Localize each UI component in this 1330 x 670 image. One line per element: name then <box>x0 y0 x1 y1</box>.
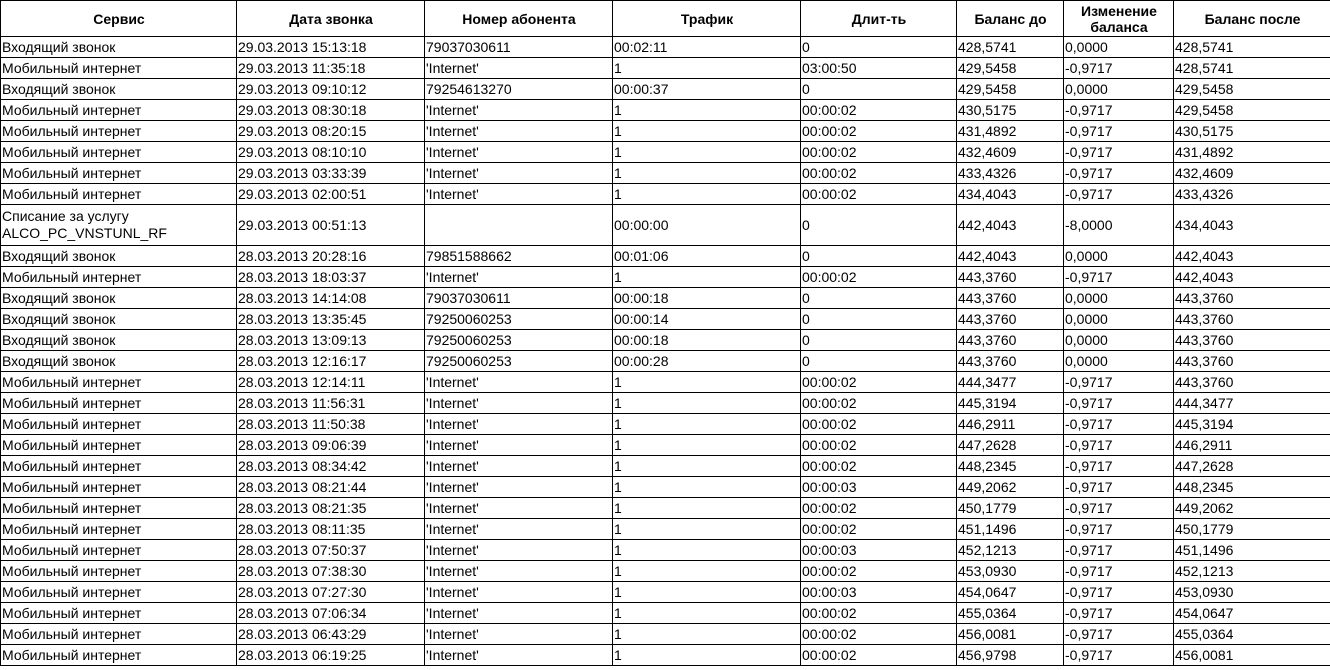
cell-subscriber-number: 'Internet' <box>425 267 613 288</box>
cell-duration: 00:00:02 <box>801 100 957 121</box>
table-row <box>1 351 1330 372</box>
cell-duration: 00:00:02 <box>801 561 957 582</box>
cell-balance-change: -0,9717 <box>1064 624 1174 645</box>
cell-call-date: 29.03.2013 08:10:10 <box>237 142 425 163</box>
cell-traffic: 00:00:18 <box>613 288 801 309</box>
cell-balance-change: -0,9717 <box>1064 645 1174 666</box>
cell-subscriber-number: 79250060253 <box>425 330 613 351</box>
table-row <box>1 163 1330 184</box>
cell-balance-before: 455,0364 <box>957 603 1064 624</box>
cell-duration: 00:00:02 <box>801 624 957 645</box>
table-row <box>1 582 1330 603</box>
cell-balance-after: 428,5741 <box>1174 37 1330 58</box>
table-row <box>1 393 1330 414</box>
cell-call-date: 28.03.2013 07:38:30 <box>237 561 425 582</box>
cell-balance-before: 443,3760 <box>957 330 1064 351</box>
cell-service: Мобильный интернет <box>1 603 237 624</box>
cell-traffic: 00:02:11 <box>613 37 801 58</box>
cell-call-date: 28.03.2013 09:06:39 <box>237 435 425 456</box>
cell-balance-after: 443,3760 <box>1174 309 1330 330</box>
cell-balance-before: 444,3477 <box>957 372 1064 393</box>
cell-balance-before: 433,4326 <box>957 163 1064 184</box>
cell-balance-change: -0,9717 <box>1064 184 1174 205</box>
cell-service: Мобильный интернет <box>1 58 237 79</box>
cell-call-date: 29.03.2013 11:35:18 <box>237 58 425 79</box>
cell-subscriber-number: 'Internet' <box>425 645 613 666</box>
cell-balance-change: -0,9717 <box>1064 267 1174 288</box>
cell-subscriber-number: 79037030611 <box>425 288 613 309</box>
table-row <box>1 205 1330 246</box>
cell-balance-change: -0,9717 <box>1064 561 1174 582</box>
column-header-duration: Длит-ть <box>801 1 957 37</box>
cell-traffic: 1 <box>613 540 801 561</box>
cell-balance-after: 443,3760 <box>1174 372 1330 393</box>
cell-balance-after: 451,1496 <box>1174 540 1330 561</box>
table-row <box>1 100 1330 121</box>
cell-call-date: 29.03.2013 09:10:12 <box>237 79 425 100</box>
cell-balance-after: 429,5458 <box>1174 100 1330 121</box>
table-row <box>1 184 1330 205</box>
cell-subscriber-number: 'Internet' <box>425 519 613 540</box>
cell-subscriber-number: 79037030611 <box>425 37 613 58</box>
cell-balance-before: 453,0930 <box>957 561 1064 582</box>
cell-traffic: 1 <box>613 184 801 205</box>
cell-subscriber-number: 79250060253 <box>425 351 613 372</box>
cell-call-date: 28.03.2013 07:50:37 <box>237 540 425 561</box>
cell-balance-before: 452,1213 <box>957 540 1064 561</box>
cell-balance-after: 433,4326 <box>1174 184 1330 205</box>
cell-service: Мобильный интернет <box>1 372 237 393</box>
cell-call-date: 28.03.2013 11:56:31 <box>237 393 425 414</box>
cell-service: Списание за услугу ALCO_PC_VNSTUNL_RF <box>1 205 237 246</box>
cell-balance-after: 455,0364 <box>1174 624 1330 645</box>
cell-traffic: 1 <box>613 603 801 624</box>
cell-traffic: 1 <box>613 519 801 540</box>
cell-duration: 0 <box>801 330 957 351</box>
cell-subscriber-number: 'Internet' <box>425 100 613 121</box>
cell-balance-after: 454,0647 <box>1174 603 1330 624</box>
cell-balance-change: 0,0000 <box>1064 246 1174 267</box>
cell-duration: 00:00:02 <box>801 414 957 435</box>
cell-subscriber-number: 'Internet' <box>425 624 613 645</box>
cell-duration: 00:00:02 <box>801 121 957 142</box>
cell-balance-after: 450,1779 <box>1174 519 1330 540</box>
cell-traffic: 00:00:14 <box>613 309 801 330</box>
cell-service: Входящий звонок <box>1 79 237 100</box>
cell-service: Мобильный интернет <box>1 163 237 184</box>
cell-subscriber-number: 'Internet' <box>425 393 613 414</box>
cell-service: Мобильный интернет <box>1 393 237 414</box>
cell-balance-change: -0,9717 <box>1064 393 1174 414</box>
cell-balance-change: -0,9717 <box>1064 372 1174 393</box>
cell-balance-change: -8,0000 <box>1064 205 1174 246</box>
cell-duration: 0 <box>801 37 957 58</box>
cell-traffic: 00:00:00 <box>613 205 801 246</box>
cell-service: Мобильный интернет <box>1 477 237 498</box>
cell-traffic: 1 <box>613 58 801 79</box>
cell-balance-before: 429,5458 <box>957 79 1064 100</box>
cell-duration: 00:00:02 <box>801 372 957 393</box>
table-row <box>1 498 1330 519</box>
cell-balance-after: 442,4043 <box>1174 267 1330 288</box>
cell-balance-after: 443,3760 <box>1174 288 1330 309</box>
column-header-subscriber-number: Номер абонента <box>425 1 613 37</box>
cell-traffic: 1 <box>613 645 801 666</box>
cell-service: Мобильный интернет <box>1 267 237 288</box>
cell-traffic: 1 <box>613 624 801 645</box>
cell-balance-before: 442,4043 <box>957 246 1064 267</box>
cell-balance-after: 429,5458 <box>1174 79 1330 100</box>
cell-duration: 00:00:03 <box>801 540 957 561</box>
table-row <box>1 309 1330 330</box>
cell-call-date: 28.03.2013 08:21:35 <box>237 498 425 519</box>
table-row <box>1 645 1330 666</box>
table-row <box>1 519 1330 540</box>
table-row <box>1 288 1330 309</box>
cell-balance-change: 0,0000 <box>1064 309 1174 330</box>
table-row <box>1 372 1330 393</box>
cell-subscriber-number: 'Internet' <box>425 142 613 163</box>
cell-subscriber-number: 'Internet' <box>425 540 613 561</box>
cell-call-date: 29.03.2013 03:33:39 <box>237 163 425 184</box>
cell-balance-before: 442,4043 <box>957 205 1064 246</box>
cell-balance-after: 434,4043 <box>1174 205 1330 246</box>
cell-service: Мобильный интернет <box>1 100 237 121</box>
cell-balance-change: -0,9717 <box>1064 142 1174 163</box>
cell-call-date: 28.03.2013 18:03:37 <box>237 267 425 288</box>
cell-balance-change: -0,9717 <box>1064 498 1174 519</box>
cell-service: Входящий звонок <box>1 37 237 58</box>
cell-balance-change: 0,0000 <box>1064 288 1174 309</box>
cell-service: Мобильный интернет <box>1 624 237 645</box>
cell-service: Мобильный интернет <box>1 498 237 519</box>
cell-balance-change: -0,9717 <box>1064 58 1174 79</box>
cell-service: Мобильный интернет <box>1 121 237 142</box>
cell-call-date: 29.03.2013 08:20:15 <box>237 121 425 142</box>
cell-subscriber-number: 'Internet' <box>425 414 613 435</box>
table-row <box>1 603 1330 624</box>
cell-duration: 00:00:02 <box>801 456 957 477</box>
table-row <box>1 58 1330 79</box>
cell-subscriber-number <box>425 205 613 246</box>
cell-traffic: 1 <box>613 414 801 435</box>
cell-duration: 0 <box>801 288 957 309</box>
cell-balance-change: -0,9717 <box>1064 540 1174 561</box>
cell-balance-after: 432,4609 <box>1174 163 1330 184</box>
cell-balance-after: 443,3760 <box>1174 351 1330 372</box>
cell-balance-change: -0,9717 <box>1064 477 1174 498</box>
cell-balance-after: 447,2628 <box>1174 456 1330 477</box>
cell-subscriber-number: 'Internet' <box>425 477 613 498</box>
cell-traffic: 1 <box>613 121 801 142</box>
cell-call-date: 29.03.2013 02:00:51 <box>237 184 425 205</box>
cell-balance-before: 430,5175 <box>957 100 1064 121</box>
cell-balance-before: 450,1779 <box>957 498 1064 519</box>
cell-balance-before: 446,2911 <box>957 414 1064 435</box>
cell-traffic: 00:00:28 <box>613 351 801 372</box>
cell-traffic: 00:00:37 <box>613 79 801 100</box>
cell-traffic: 00:00:18 <box>613 330 801 351</box>
cell-balance-change: -0,9717 <box>1064 456 1174 477</box>
cell-call-date: 28.03.2013 08:34:42 <box>237 456 425 477</box>
cell-balance-change: -0,9717 <box>1064 100 1174 121</box>
cell-balance-after: 444,3477 <box>1174 393 1330 414</box>
table-row <box>1 267 1330 288</box>
cell-subscriber-number: 'Internet' <box>425 163 613 184</box>
cell-service: Мобильный интернет <box>1 540 237 561</box>
table-row <box>1 121 1330 142</box>
cell-call-date: 29.03.2013 00:51:13 <box>237 205 425 246</box>
cell-balance-change: -0,9717 <box>1064 582 1174 603</box>
cell-service: Мобильный интернет <box>1 142 237 163</box>
table-row <box>1 79 1330 100</box>
cell-balance-change: -0,9717 <box>1064 414 1174 435</box>
cell-call-date: 28.03.2013 20:28:16 <box>237 246 425 267</box>
cell-balance-change: 0,0000 <box>1064 351 1174 372</box>
cell-service: Входящий звонок <box>1 351 237 372</box>
cell-call-date: 28.03.2013 13:35:45 <box>237 309 425 330</box>
cell-balance-after: 445,3194 <box>1174 414 1330 435</box>
cell-service: Мобильный интернет <box>1 456 237 477</box>
cell-service: Мобильный интернет <box>1 561 237 582</box>
cell-duration: 00:00:02 <box>801 142 957 163</box>
column-header-balance-before: Баланс до <box>957 1 1064 37</box>
column-header-service: Сервис <box>1 1 237 37</box>
cell-duration: 00:00:02 <box>801 498 957 519</box>
cell-balance-after: 449,2062 <box>1174 498 1330 519</box>
cell-balance-before: 443,3760 <box>957 288 1064 309</box>
cell-service: Входящий звонок <box>1 309 237 330</box>
cell-service: Мобильный интернет <box>1 645 237 666</box>
table-row <box>1 477 1330 498</box>
cell-balance-after: 428,5741 <box>1174 58 1330 79</box>
cell-traffic: 00:01:06 <box>613 246 801 267</box>
cell-balance-before: 449,2062 <box>957 477 1064 498</box>
cell-call-date: 28.03.2013 07:06:34 <box>237 603 425 624</box>
cell-duration: 0 <box>801 309 957 330</box>
table-row <box>1 456 1330 477</box>
table-row <box>1 624 1330 645</box>
cell-balance-after: 453,0930 <box>1174 582 1330 603</box>
cell-duration: 0 <box>801 246 957 267</box>
table-row <box>1 37 1330 58</box>
cell-duration: 00:00:02 <box>801 645 957 666</box>
cell-traffic: 1 <box>613 393 801 414</box>
cell-balance-before: 451,1496 <box>957 519 1064 540</box>
cell-call-date: 28.03.2013 12:14:11 <box>237 372 425 393</box>
cell-traffic: 1 <box>613 372 801 393</box>
cell-traffic: 1 <box>613 435 801 456</box>
cell-balance-before: 443,3760 <box>957 351 1064 372</box>
cell-subscriber-number: 79254613270 <box>425 79 613 100</box>
cell-duration: 00:00:02 <box>801 184 957 205</box>
cell-call-date: 28.03.2013 14:14:08 <box>237 288 425 309</box>
cell-call-date: 28.03.2013 08:21:44 <box>237 477 425 498</box>
cell-balance-before: 434,4043 <box>957 184 1064 205</box>
cell-traffic: 1 <box>613 100 801 121</box>
cell-duration: 0 <box>801 205 957 246</box>
cell-service: Мобильный интернет <box>1 435 237 456</box>
cell-subscriber-number: 79250060253 <box>425 309 613 330</box>
cell-service: Мобильный интернет <box>1 414 237 435</box>
table-row <box>1 330 1330 351</box>
cell-subscriber-number: 79851588662 <box>425 246 613 267</box>
cell-balance-change: 0,0000 <box>1064 79 1174 100</box>
table-body <box>1 37 1330 666</box>
cell-balance-change: -0,9717 <box>1064 435 1174 456</box>
cell-duration: 00:00:02 <box>801 163 957 184</box>
cell-call-date: 28.03.2013 06:43:29 <box>237 624 425 645</box>
cell-traffic: 1 <box>613 163 801 184</box>
cell-call-date: 28.03.2013 06:19:25 <box>237 645 425 666</box>
cell-balance-before: 443,3760 <box>957 309 1064 330</box>
cell-balance-after: 430,5175 <box>1174 121 1330 142</box>
cell-service: Входящий звонок <box>1 288 237 309</box>
cell-balance-before: 429,5458 <box>957 58 1064 79</box>
cell-balance-before: 456,0081 <box>957 624 1064 645</box>
cell-balance-before: 443,3760 <box>957 267 1064 288</box>
table-header-row <box>1 1 1330 37</box>
table-row <box>1 561 1330 582</box>
column-header-balance-after: Баланс после <box>1174 1 1330 37</box>
cell-call-date: 28.03.2013 07:27:30 <box>237 582 425 603</box>
cell-service: Мобильный интернет <box>1 582 237 603</box>
cell-balance-change: -0,9717 <box>1064 603 1174 624</box>
cell-balance-after: 456,0081 <box>1174 645 1330 666</box>
table-row <box>1 435 1330 456</box>
cell-balance-before: 456,9798 <box>957 645 1064 666</box>
cell-traffic: 1 <box>613 142 801 163</box>
cell-subscriber-number: 'Internet' <box>425 498 613 519</box>
cell-traffic: 1 <box>613 561 801 582</box>
cell-subscriber-number: 'Internet' <box>425 184 613 205</box>
column-header-traffic: Трафик <box>613 1 801 37</box>
cell-duration: 00:00:02 <box>801 267 957 288</box>
cell-subscriber-number: 'Internet' <box>425 58 613 79</box>
table-row <box>1 142 1330 163</box>
cell-duration: 00:00:02 <box>801 519 957 540</box>
cell-balance-after: 443,3760 <box>1174 330 1330 351</box>
cell-duration: 0 <box>801 79 957 100</box>
cell-service: Входящий звонок <box>1 246 237 267</box>
cell-subscriber-number: 'Internet' <box>425 561 613 582</box>
cell-balance-change: 0,0000 <box>1064 330 1174 351</box>
cell-traffic: 1 <box>613 477 801 498</box>
cell-balance-after: 448,2345 <box>1174 477 1330 498</box>
cell-duration: 00:00:02 <box>801 435 957 456</box>
cell-traffic: 1 <box>613 456 801 477</box>
cell-balance-after: 452,1213 <box>1174 561 1330 582</box>
cell-duration: 00:00:03 <box>801 582 957 603</box>
cell-call-date: 28.03.2013 12:16:17 <box>237 351 425 372</box>
cell-service: Мобильный интернет <box>1 184 237 205</box>
cell-balance-before: 454,0647 <box>957 582 1064 603</box>
cell-balance-before: 448,2345 <box>957 456 1064 477</box>
cell-balance-after: 442,4043 <box>1174 246 1330 267</box>
cell-balance-before: 432,4609 <box>957 142 1064 163</box>
table-row <box>1 246 1330 267</box>
cell-duration: 00:00:02 <box>801 393 957 414</box>
cell-balance-change: -0,9717 <box>1064 121 1174 142</box>
cell-balance-before: 447,2628 <box>957 435 1064 456</box>
cell-call-date: 28.03.2013 13:09:13 <box>237 330 425 351</box>
cell-subscriber-number: 'Internet' <box>425 456 613 477</box>
table-row <box>1 540 1330 561</box>
column-header-balance-change: Изменение баланса <box>1064 1 1174 37</box>
cell-balance-before: 428,5741 <box>957 37 1064 58</box>
cell-duration: 03:00:50 <box>801 58 957 79</box>
cell-balance-change: -0,9717 <box>1064 519 1174 540</box>
table-row <box>1 414 1330 435</box>
cell-balance-change: -0,9717 <box>1064 163 1174 184</box>
cell-balance-before: 445,3194 <box>957 393 1064 414</box>
cell-subscriber-number: 'Internet' <box>425 121 613 142</box>
cell-service: Входящий звонок <box>1 330 237 351</box>
cell-balance-after: 446,2911 <box>1174 435 1330 456</box>
cell-service: Мобильный интернет <box>1 519 237 540</box>
cell-subscriber-number: 'Internet' <box>425 435 613 456</box>
cell-traffic: 1 <box>613 498 801 519</box>
cell-call-date: 29.03.2013 08:30:18 <box>237 100 425 121</box>
column-header-call-date: Дата звонка <box>237 1 425 37</box>
cell-balance-after: 431,4892 <box>1174 142 1330 163</box>
cell-duration: 00:00:03 <box>801 477 957 498</box>
cell-traffic: 1 <box>613 267 801 288</box>
cell-subscriber-number: 'Internet' <box>425 603 613 624</box>
cell-call-date: 28.03.2013 08:11:35 <box>237 519 425 540</box>
cell-call-date: 29.03.2013 15:13:18 <box>237 37 425 58</box>
cell-subscriber-number: 'Internet' <box>425 582 613 603</box>
cell-duration: 0 <box>801 351 957 372</box>
cell-balance-before: 431,4892 <box>957 121 1064 142</box>
cell-call-date: 28.03.2013 11:50:38 <box>237 414 425 435</box>
cell-balance-change: 0,0000 <box>1064 37 1174 58</box>
cell-subscriber-number: 'Internet' <box>425 372 613 393</box>
cell-duration: 00:00:02 <box>801 603 957 624</box>
cell-traffic: 1 <box>613 582 801 603</box>
